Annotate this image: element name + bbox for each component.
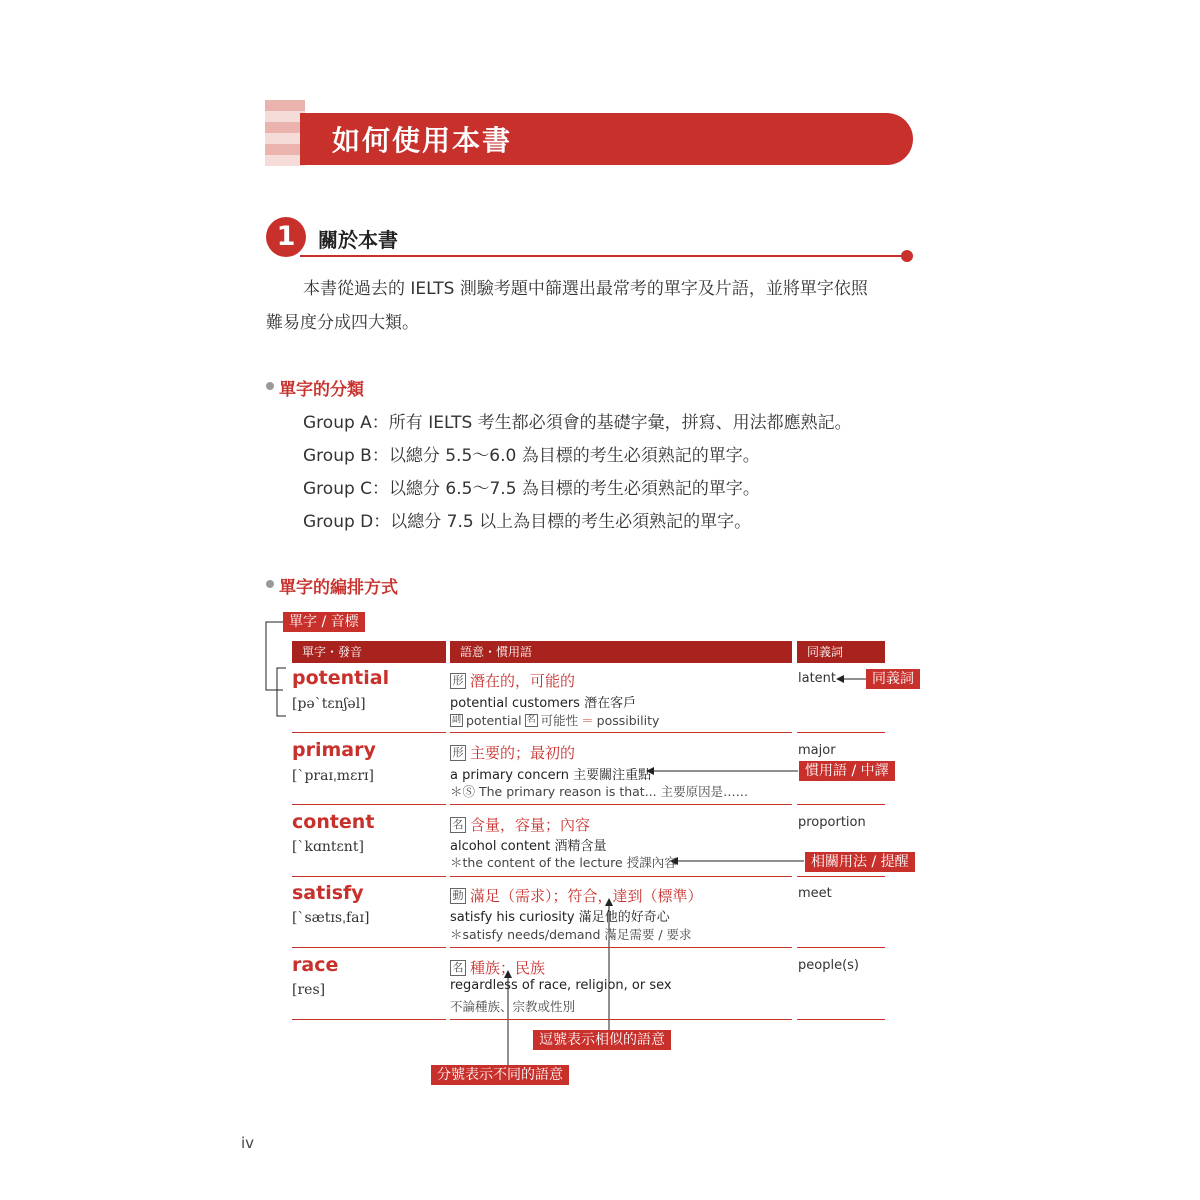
- section-number: 1: [266, 217, 306, 257]
- layout-heading: 單字的編排方式: [279, 578, 398, 598]
- row-divider: [292, 876, 446, 877]
- callout-usage: 相關用法 / 提醒: [805, 852, 915, 872]
- entry-extra: [450, 711, 659, 729]
- entry-example: potential customers 潛在客戶: [450, 696, 637, 711]
- entry-synonym: people(s): [798, 958, 859, 973]
- header-synonym: 同義詞: [797, 641, 885, 663]
- entry-ipa: [pəˋtɛnʃəl]: [292, 696, 366, 712]
- callout-comma: 逗號表示相似的語意: [533, 1030, 671, 1050]
- group-d: Group D：以總分 7.5 以上為目標的考生必須熟記的單字。: [303, 512, 752, 532]
- row-divider: [797, 732, 885, 733]
- equals-icon: ＝: [581, 713, 594, 728]
- entry-extra: ＊the content of the lecture 授課內容: [450, 855, 677, 870]
- entry-meaning: 種族；民族: [470, 959, 546, 977]
- entry-meaning: 含量，容量；內容: [470, 816, 591, 834]
- row-divider: [797, 1019, 885, 1020]
- group-a: Group A：所有 IELTS 考生都必須會的基礎字彙，拼寫、用法都應熟記。: [303, 413, 852, 433]
- entry-synonym: major: [798, 743, 836, 758]
- entry-meaning: 潛在的，可能的: [470, 672, 576, 690]
- entry-example: satisfy his curiosity 滿足他的好奇心: [450, 910, 670, 925]
- entry-extra-text: 可能性: [540, 713, 579, 728]
- row-divider: [450, 1019, 792, 1020]
- entry-example: regardless of race, religion, or sex: [450, 978, 672, 993]
- row-divider: [292, 1019, 446, 1020]
- entry-meaning-line: [450, 885, 703, 906]
- entry-extra: 不論種族、宗教或性別: [450, 999, 576, 1014]
- header-word: 單字・發音: [292, 641, 446, 663]
- page-title: 如何使用本書: [332, 124, 513, 157]
- entry-extra-text: potential: [466, 712, 522, 728]
- pos-box: 副: [451, 714, 461, 725]
- row-divider: [292, 732, 446, 733]
- entry-extra: ＊satisfy needs/demand 滿足需要 / 要求: [450, 927, 692, 942]
- entry-meaning-line: [450, 742, 575, 763]
- entry-word: satisfy: [292, 882, 364, 904]
- entry-synonym: proportion: [798, 815, 866, 830]
- entry-extra-text: possibility: [596, 712, 660, 728]
- entry-meaning-line: [450, 957, 545, 978]
- entry-meaning: 主要的；最初的: [470, 744, 576, 762]
- entry-ipa: [ˋsætɪsˌfaɪ]: [292, 910, 370, 926]
- pos-box: 形: [450, 745, 466, 761]
- row-divider: [797, 876, 885, 877]
- header-meaning: 語意・慣用語: [450, 641, 792, 663]
- row-divider: [450, 876, 792, 877]
- section-title: 關於本書: [318, 228, 398, 252]
- entry-example: alcohol content 酒精含量: [450, 839, 607, 854]
- pos-box: 形: [450, 673, 466, 689]
- row-divider: [292, 947, 446, 948]
- row-divider: [292, 804, 446, 805]
- row-divider: [450, 947, 792, 948]
- row-divider: [797, 947, 885, 948]
- entry-ipa: [res]: [292, 982, 326, 998]
- entry-extra: ＊Ⓢ The primary reason is that... 主要原因是……: [450, 784, 749, 799]
- page-number: iv: [241, 1134, 255, 1152]
- group-b: Group B：以總分 5.5～6.0 為目標的考生必須熟記的單字。: [303, 446, 760, 466]
- intro-line-2: 難易度分成四大類。: [266, 313, 419, 333]
- callout-semicolon: 分號表示不同的語意: [431, 1065, 569, 1085]
- callout-synonym: 同義詞: [866, 669, 920, 689]
- entry-synonym: latent: [798, 671, 837, 686]
- pos-box: 名: [450, 960, 466, 976]
- pos-box: 動: [450, 888, 466, 904]
- group-c: Group C：以總分 6.5～7.5 為目標的考生必須熟記的單字。: [303, 479, 760, 499]
- entry-word: race: [292, 954, 339, 976]
- entry-word: content: [292, 811, 375, 833]
- entry-ipa: [ˋkɑntɛnt]: [292, 839, 364, 855]
- callout-idiom: 慣用語 / 中譯: [799, 761, 895, 781]
- entry-ipa: [ˋpraɪˌmɛrɪ]: [292, 768, 374, 784]
- intro-line-1: 本書從過去的 IELTS 測驗考題中篩選出最常考的單字及片語，並將單字依照: [303, 279, 868, 299]
- callout-word-ipa: 單字 / 音標: [283, 612, 365, 632]
- entry-meaning-line: [450, 670, 575, 691]
- row-divider: [450, 804, 792, 805]
- entry-meaning-line: [450, 814, 590, 835]
- row-divider: [450, 732, 792, 733]
- entry-word: primary: [292, 739, 376, 761]
- classification-heading: 單字的分類: [279, 380, 364, 400]
- entry-example: a primary concern 主要關注重點: [450, 768, 652, 783]
- row-divider: [797, 804, 885, 805]
- pos-box: 名: [526, 714, 536, 725]
- entry-synonym: meet: [798, 886, 832, 901]
- entry-word: potential: [292, 667, 390, 689]
- entry-meaning: 滿足（需求）；符合，達到（標準）: [470, 887, 703, 905]
- pos-box: 名: [450, 817, 466, 833]
